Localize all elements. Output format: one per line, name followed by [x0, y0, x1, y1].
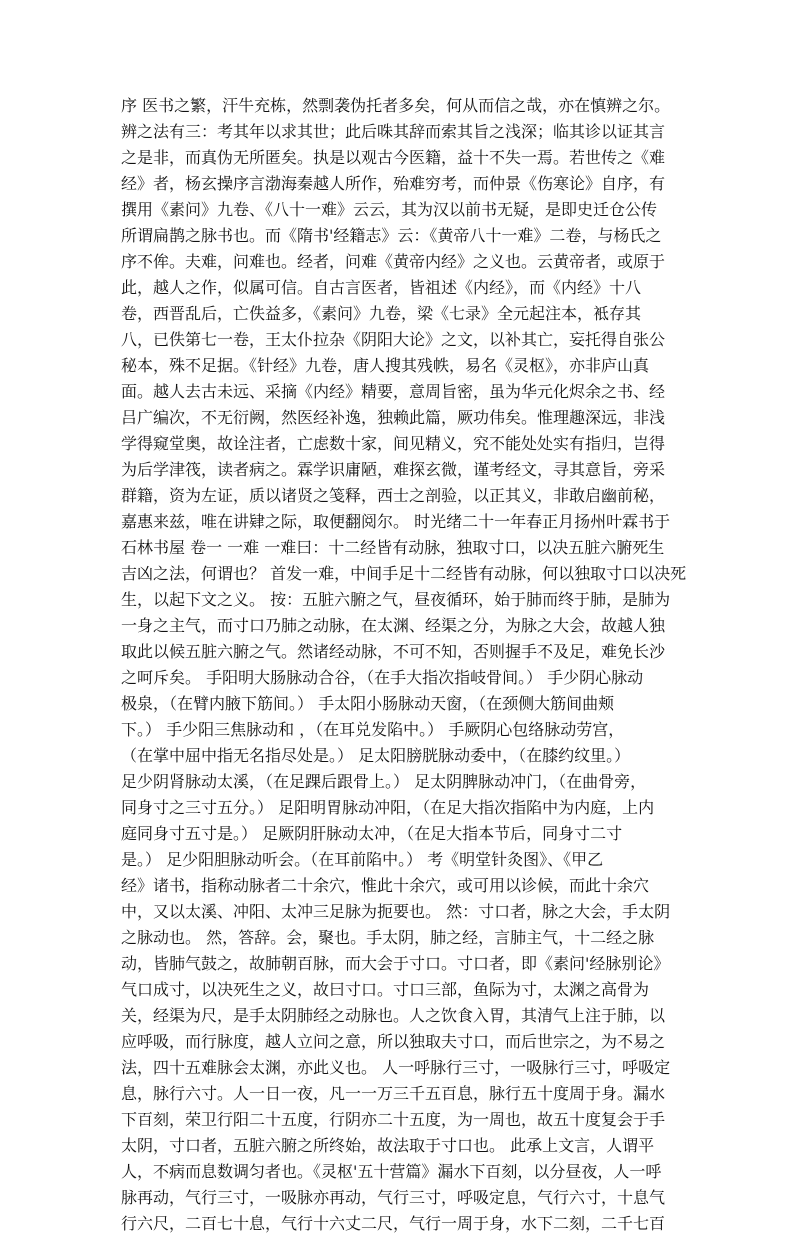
text-line: 关，经渠为尺，是手太阴肺经之动脉也。人之饮食入胃，其清气上注于肺，以 [121, 1006, 666, 1025]
text-line: 一身之主气，而寸口乃肺之动脉，在太渊、经渠之分，为脉之大会，故越人独 [121, 616, 666, 635]
text-line: 此，越人之作，似属可信。自古言医者，皆祖述《内经》，而《内经》十八 [121, 278, 642, 297]
text-line: 经》诸书，指称动脉者二十余穴，惟此十余穴，或可用以诊候，而此十余穴 [121, 876, 650, 895]
text-line: 极泉，（在臂内腋下筋间。） 手太阳小肠脉动天窗，（在颈侧大筋间曲颊 [121, 694, 615, 713]
text-line: 嘉惠来兹，唯在讲肄之际，取便翻阅尔。 时光绪二十一年春正月扬州叶霖书于 [121, 512, 671, 531]
text-line: 太阴，寸口者，五脏六腑之所终始，故法取于寸口也。 此承上文言，人谓平 [121, 1136, 655, 1155]
text-line: 下。） 手少阳三焦脉动和 ，（在耳兑发陷中。） 手厥阴心包络脉动劳宫， [121, 720, 625, 739]
text-line: 八，已佚第七一卷，王太仆拉杂《阴阳大论》之文，以补其亡，妄托得自张公 [121, 330, 666, 349]
text-line: 生，以起下文之义。 按：五脏六腑之气，昼夜循环，始于肺而终于肺，是肺为 [121, 590, 671, 609]
text-line: 息，脉行六寸。人一日一夜，凡一一万三千五百息，脉行五十度周于身。漏水 [121, 1084, 666, 1103]
text-line: 为后学津筏，读者病之。霖学识庸陋，难探玄微，谨考经文，寻其意旨，旁采 [121, 460, 666, 479]
text-line: 之是非，而真伪无所匿矣。执是以观古今医籍，益十不失一焉。若世传之《难 [121, 148, 666, 167]
text-line: 足少阴肾脉动太溪，（在足踝后跟骨上。） 足太阴脾脉动冲门，（在曲骨旁， [121, 772, 647, 791]
text-line: 脉再动，气行三寸，一吸脉亦再动，气行三寸，呼吸定息，气行六寸，十息气 [121, 1188, 666, 1207]
text-line: 之脉动也。 然，答辞。会，聚也。手太阴，肺之经，言肺主气，十二经之脉 [121, 928, 655, 947]
text-line: 撰用《素问》九卷、《八十一难》云云，其为汉以前书无疑，是即史迁仓公传 [121, 200, 658, 219]
document-body [121, 93, 687, 1237]
text-line: 序 医书之繁，汗牛充栋，然剽袭伪托者多矣，何从而信之哉，亦在慎辨之尔。 [121, 96, 671, 115]
text-line: 取此以候五脏六腑之气。然诸经动脉，不可不知，否则握手不及足，难免长沙 [121, 642, 666, 661]
text-line: 气口成寸，以决死生之义，故曰寸口。寸口三部，鱼际为寸，太渊之高骨为 [121, 980, 650, 999]
text-line: 之呵斥矣。 手阳明大肠脉动合谷，（在手大指次指岐骨间。） 手少阴心脉动 [121, 668, 644, 687]
text-line: 面。越人去古未远、采摘《内经》精要，意周旨密，虽为华元化烬余之书、经 [121, 382, 666, 401]
text-line: 秘本，殊不足据。《针经》九卷，唐人搜其残帙，易名《灵枢》，亦非庐山真 [121, 356, 650, 375]
text-line: 学得窥堂奥，故诠注者，亡虑数十家，间见精义，究不能处处实有指归，岂得 [121, 434, 666, 453]
text-line: 动，皆肺气鼓之，故肺朝百脉，而大会于寸口。寸口者，即《素问'经脉别论》 [121, 954, 670, 973]
text-line: 经》者，杨玄操序言渤海秦越人所作，殆难穷考，而仲景《伤寒论》自序，有 [121, 174, 666, 193]
text-line: 应呼吸，而行脉度，越人立问之意，所以独取夫寸口，而后世宗之，为不易之 [121, 1032, 666, 1051]
text-line: 卷，西晋乱后，亡佚益多，《素问》九卷，梁《七录》全元起注本，袛存其 [121, 304, 642, 323]
text-line: 人，不病而息数调匀者也。《灵枢'五十营篇》漏水下百刻，以分昼夜，人一呼 [121, 1162, 662, 1181]
text-line: 石林书屋 卷一 一难 一难曰：十二经皆有动脉，独取寸口，以决五脏六腑死生 [121, 538, 665, 557]
text-line: 同身寸之三寸五分。） 足阳明胃脉动冲阳，（在足大指次指陷中为内庭，上内 [121, 798, 655, 817]
text-line: 群籍，资为左证，质以诸贤之笺释，西士之剖验，以正其义，非敢启幽前秘， [121, 486, 666, 505]
text-line: 中，又以太溪、冲阳、太冲三足脉为扼要也。 然：寸口者，脉之大会，手太阴 [121, 902, 671, 921]
text-line: 吉凶之法，何谓也？ 首发一难，中间手足十二经皆有动脉，何以独取寸口以决死 [121, 564, 687, 583]
text-line: 法，四十五难脉会太渊，亦此义也。 人一呼脉行三寸，一吸脉行三寸，呼吸定 [121, 1058, 671, 1077]
text-line: 辨之法有三：考其年以求其世；此后咮其辞而索其旨之浅深；临其诊以证其言 [121, 122, 666, 141]
text-line: 序不侔。夫难，问难也。经者，问难《黄帝内经》之义也。云黄帝者，或原于 [121, 252, 666, 271]
text-line: 下百刻，荣卫行阳二十五度，行阴亦二十五度，为一周也，故五十度复会于手 [121, 1110, 666, 1129]
text-line: 吕广编次，不无衍阙，然医经补逸，独赖此篇，厥功伟矣。惟理趣深远，非浅 [121, 408, 666, 427]
text-line: 行六尺，二百七十息，气行十六丈二尺，气行一周于身，水下二刻，二千七百 [121, 1214, 666, 1233]
text-line: 是。） 足少阳胆脉动听会。（在耳前陷中。） 考《明堂针灸图》、《甲乙 [121, 850, 604, 869]
text-line: （在掌中屈中指无名指尽处是。） 足太阳膀胱脉动委中，（在膝约纹里。） [121, 746, 631, 765]
text-line: 庭同身寸五寸是。） 足厥阴肝脉动太冲，（在足大指本节后，同身寸二寸 [121, 824, 623, 843]
text-line: 所谓扁鹊之脉书也。而《隋书'经籍志》云：《黄帝八十一难》二卷，与杨氏之 [121, 226, 662, 245]
